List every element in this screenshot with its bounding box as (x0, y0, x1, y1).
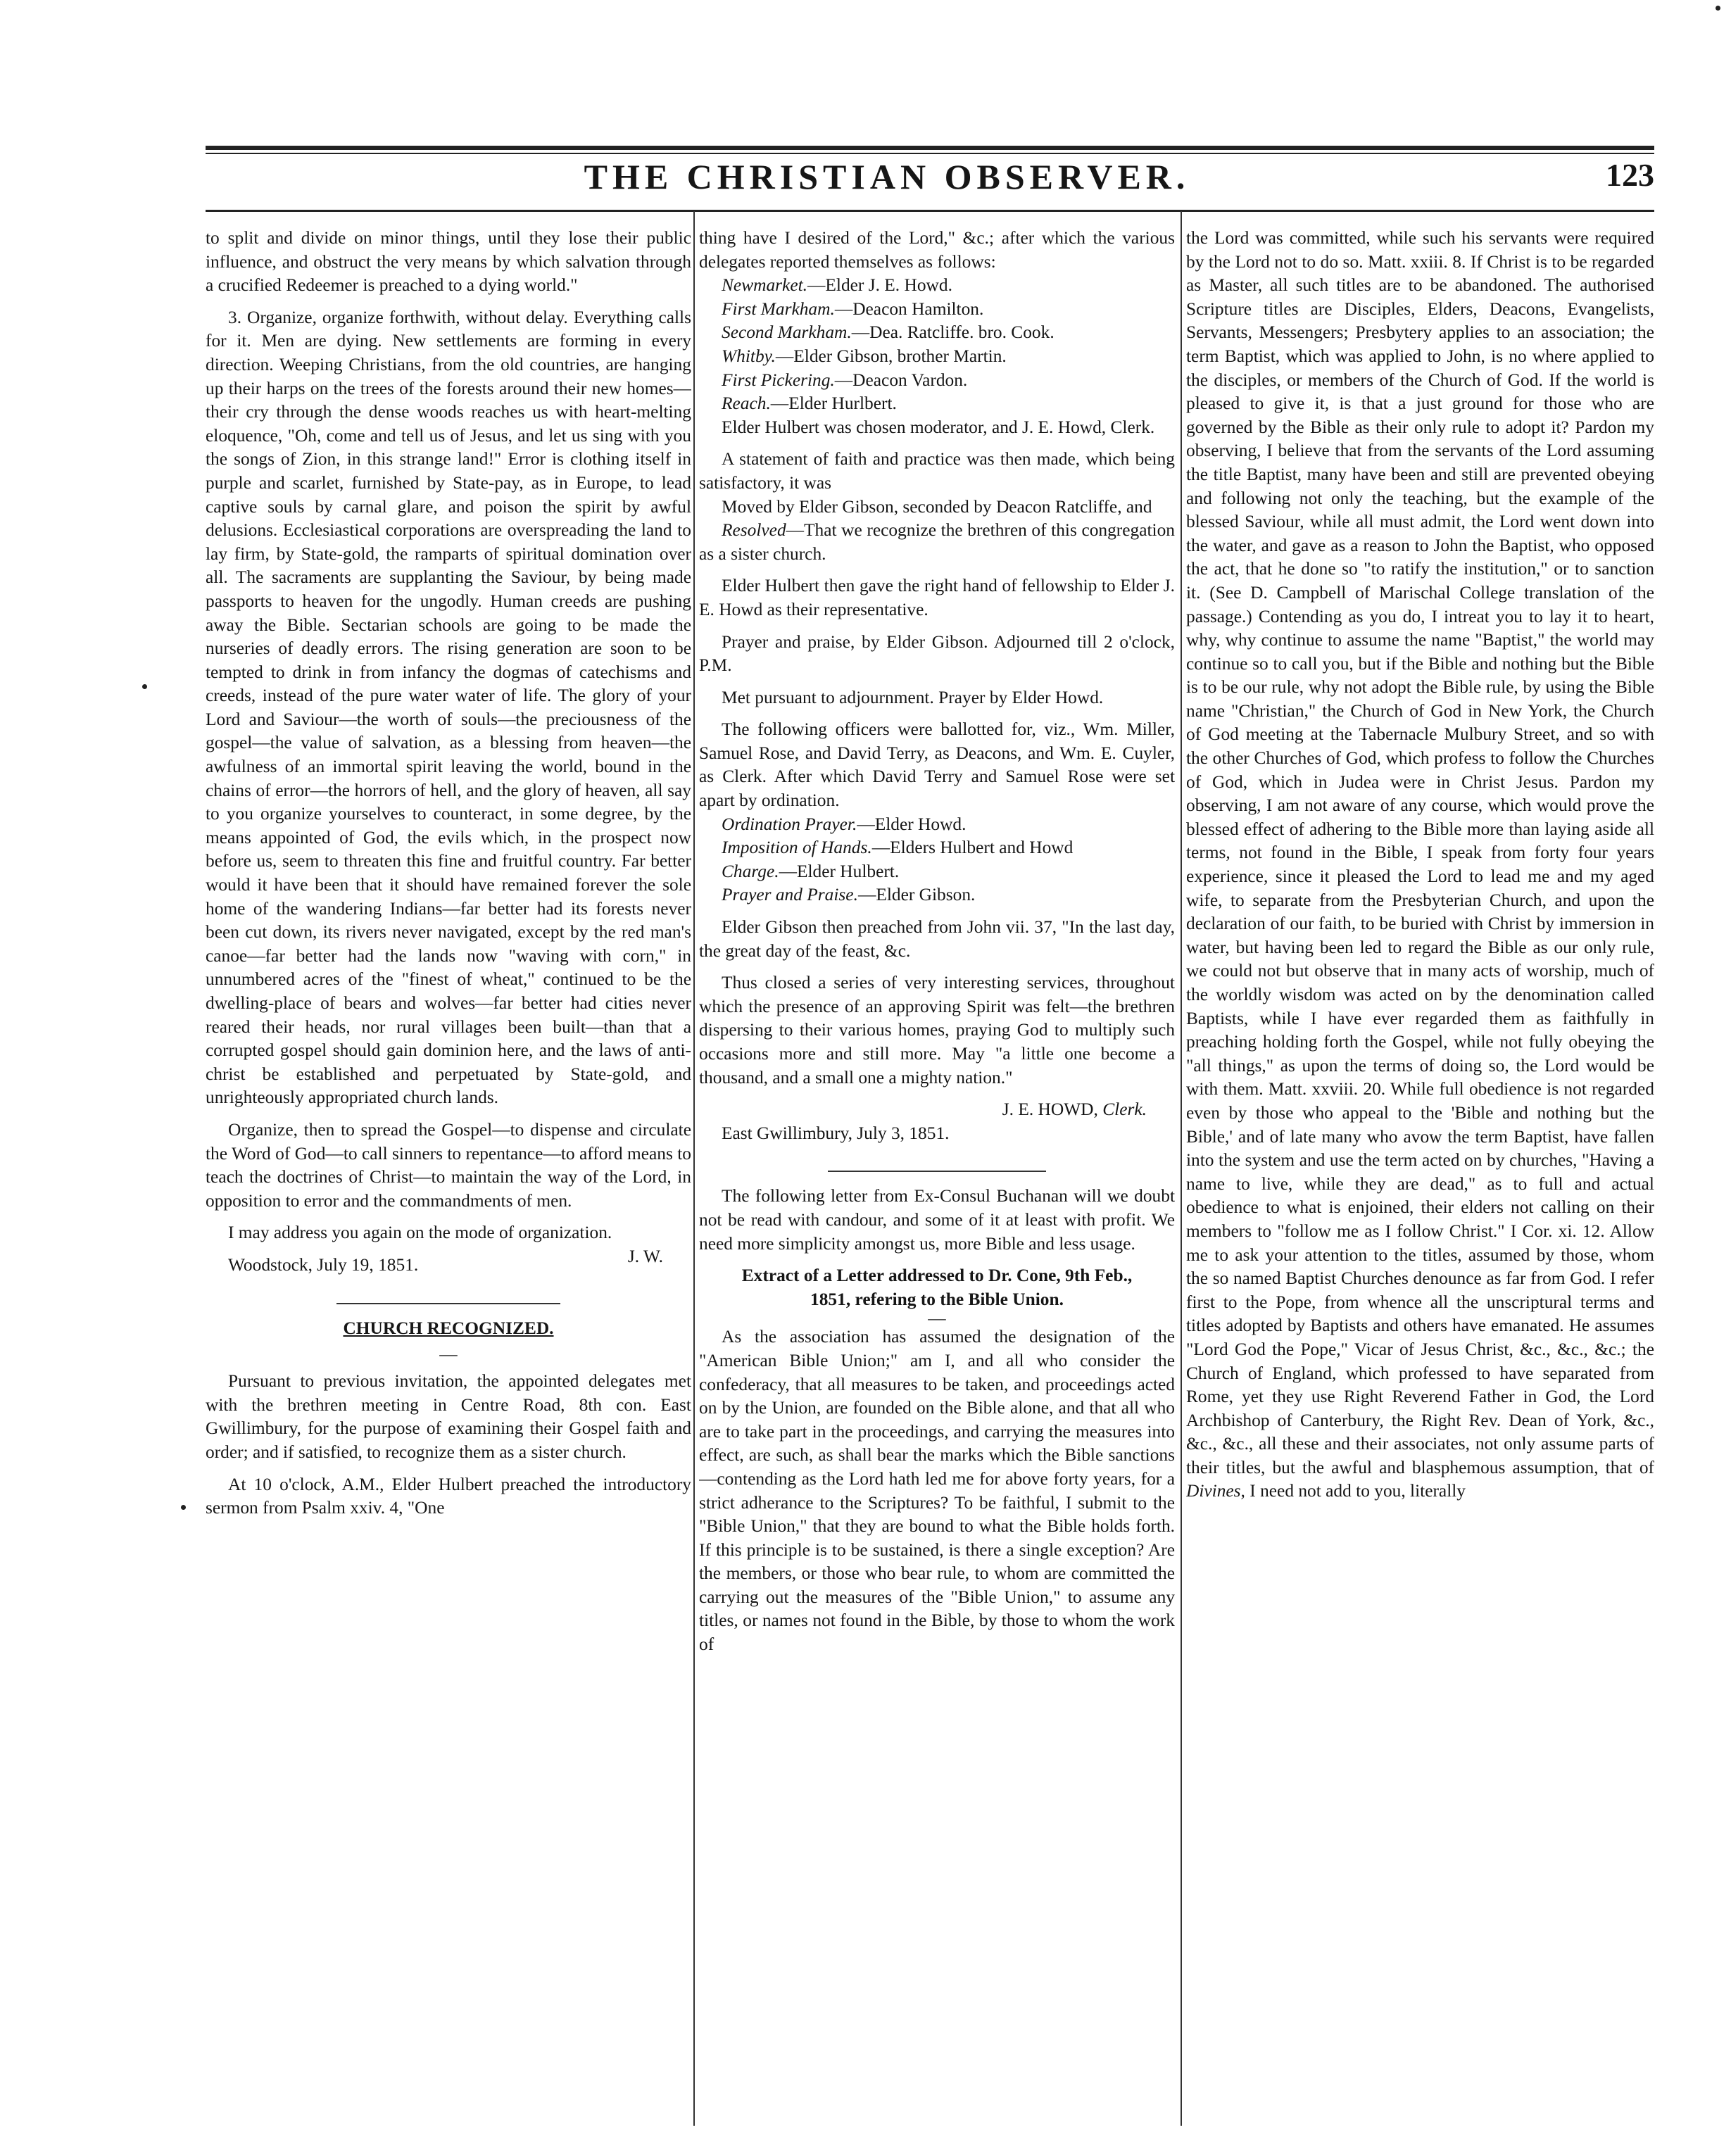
delegate-entry (699, 298, 1175, 322)
delegate-name: —Deacon Hamilton. (834, 298, 984, 319)
print-speck (142, 684, 147, 689)
delegate-name: —Elder Gibson, brother Martin. (775, 346, 1007, 366)
paragraph (699, 519, 1175, 566)
delegate-entry (699, 345, 1175, 369)
delegate-entry (699, 321, 1175, 345)
section-separator (828, 1171, 1047, 1172)
print-speck (181, 1505, 186, 1510)
paragraph: Prayer and praise, by Elder Gibson. Adjourned till 2 o'clock, P.M. (699, 631, 1175, 676)
paragraph (1186, 227, 1654, 1503)
paragraph: As the association has assumed the designation of the "American Bible Union;" am I, and all who consider the confederacy, that all measures to be taken, and proceedings acted on by the Union, are founded on the Bible alone, and that all who are to take part in the proceedings, and carrying the measures into effect, are such, as shall bear the marks which the Bible sanctions—contending as the Lord hath led me for above forty years, for a strict adherance to the Scriptures? To be faithful, I submit to the "Bible Union," that they are bound to what the Bible holds forth. If this principle is to be sustained, is there a single exception? Are the members, or those who bear rule, to whom are committed the carrying out the measures of the "Bible Union," to assume any titles, or names not found in the Bible, by those to whom the work of (699, 1327, 1175, 1655)
dash-ornament: — (439, 1344, 458, 1365)
paragraph: Organize, then to spread the Gospel—to dispense and circulate the Word of God—to call sinners to repentance—to afford means to teach the doctrines of Christ—to maintain the way of the Lord, in opposition to error and the commandments of men. (206, 1119, 691, 1211)
column-right (1186, 227, 1654, 2127)
paragraph: Moved by Elder Gibson, seconded by Deacon Ratcliffe, and (722, 496, 1152, 517)
paragraph-text: the Lord was committed, while such his servants were required by the Lord not to do so. Matt. xxiii. 8. If Christ is to be regarded as Master, all such titles are to be abandoned. The authorised Scripture titles are Disciples, Elders, Deacons, Evangelists, Servants, Messengers; Presbytery applies to an association; the term Baptist, which was applied to John, is no where applied to the disciples, or members of the Church of God. If the world is pleased to give it, is that a just ground for those who are governed by the Bible as their only rule to adopt it? Pardon my observing, I believe that from the servants of the Lord assuming the title Baptist, many have been and still are prevented obeying and following not only the teaching, but the example of the blessed Saviour, while all must admit, the Lord went down into the water, and gave as a reason to John the Baptist, who opposed the act, that he done so "to ratify the institution," or to sanction it. (See D. Campbell of Marischal College translation of the passage.) Contending as you do, I intreat you to lay it to heart, why, why continue to assume the name "Baptist," the world may continue so to call you, but if the Bible and nothing but the Bible is to be our rule, why not adopt the Bible rule, by using the Bible name "Christian," the Church of God in New York, the Church of God meeting at the Tabernacle Mulbury Street, and so with the other Churches of God, which profess to follow the Churches of God, which in Judea were in Christ Jesus. Pardon my observing, I am not aware of any course, which would prove the blessed effect of adhering to the Bible more than laying aside all terms, not found in the Bible, I speak from forty four years experience, since it pleased the Lord to lead me and my aged wife, to separate from the Presbyterian Church, and upon the declaration of our faith, to be buried with Christ by immersion in water, but having been led to regard the Bible as our only rule, we could not but observe that in many acts of worship, much of the worldly wisdom was acted on by the denomination called Baptists, while I have ever regarded them as faithfully in preaching holding forth the Gospel, while not fully obeying the "all things," as upon the terms of doing so, the Lord would be with them. Matt. xxviii. 20. While full obedience is not regarded even by those who appeal to the 'Bible and nothing but the Bible,' and of late many who avow the term Baptist, have fallen into the system and use the term acted on by churches, "Having a name to live, while they are dead," as to full and actual obedience to what is enjoined, their elders not calling on their members to "follow me as I follow Christ." I Cor. xi. 12. Allow me to ask your attention to the titles, assumed by those, whom the so named Baptist Churches denounce as far from God. I refer first to the Pope, from whence all the unscriptural terms and titles adopted by Baptists and others have emanated. He assumes "Lord God the Pope," Vicar of Jesus Christ, &c., &c., &c.; the Church of England, which professed to have separated from Rome, yet they use Right Reverend Father in God, the Lord Archbishop of Canterbury, the Right Rev. Dean of York, &c., &c., &c., all these and their associates, not only assume parts of their titles, but the awful and blasphemous assumption, that of (1186, 228, 1654, 1477)
paragraph: 3. Organize, organize forthwith, without delay. Everything calls for it. Men are dying. New settlements are forming in every direction. Weeping Christians, from the old countries, are hanging up their harps on the trees of the forests around their new homes—their cry through the dense woods reaches us with heart-melting eloquence, "Oh, come and tell us of Jesus, and let us sing with you the songs of Zion, in this strange land!" Error is clothing itself in purple and scarlet, furnished by State-pay, as in Europe, to lead captive souls by carnal glare, and poison the spirit by awful delusions. Ecclesiastical corporations are overspreading the land to lay firm, by State-gold, the ramparts of spiritual domination over all. The sacraments are supplanting the Saviour, by being made passports to heaven for the ungodly. Human creeds are pushing away the Bible. Sectarian schools are going to be made the nurseries of deadly errors. The rising generation are soon to be tempted to drink in from infancy the dogmas of catechisms and creeds, instead of the pure water water of life. The glory of your Lord and Saviour—the worth of souls—the preciousness of the gospel—the value of salvation, as a blessing from heaven—the awfulness of an immortal spirit leaving the world, bound in the chains of error—the horrors of hell, and the glory of heaven, all say to you organize yourselves to counteract, in some degree, by the means appointed of God, the evils which, in the prospect now before us, seem to threaten this fine and fruitful country. Far better would it have been that it should have remained forever the sole home of the wandering Indians—far better had its forests never been cut down, its rivers never navigated, except by the red man's canoe—far better had the lands now "waving with corn," in unnumbered acres of the "finest of wheat," continued to be the dwelling-place of bears and wolves—far better had cities never reared their heads, nor rural villages been built—than that a corrupted gospel should gain dominion here, and the laws of anti-christ be established and perpetuated by State-gold, and unrighteously appropriated church lands. (206, 307, 691, 1108)
clerk-title: Clerk. (1102, 1099, 1147, 1120)
service-name: —Elder Hulbert. (779, 861, 900, 881)
paragraph: Elder Hulbert then gave the right hand of fellowship to Elder J. E. Howd as their representative. (699, 576, 1175, 619)
paragraph: Elder Hulbert was chosen moderator, and J. E. Howd, Clerk. (722, 417, 1155, 437)
service-label: Charge. (722, 861, 779, 881)
dateline: Woodstock, July 19, 1851. (228, 1254, 419, 1275)
paragraph-end: I need not add to you, literally (1250, 1481, 1466, 1501)
paragraph: Elder Gibson then preached from John vii. 37, "In the last day, the great day of the feast, &c. (699, 917, 1175, 961)
paragraph: Thus closed a series of very interesting services, throughout which the presence of an approving Spirit was felt—the brethren dispersing to their various homes, praying God to multiply such occasions more and still more. May "a little one become a thousand, and a small one a mighty nation." (699, 973, 1175, 1088)
paragraph: At 10 o'clock, A.M., Elder Hulbert preached the introductory sermon from Psalm xxiv. 4, "One (206, 1474, 691, 1518)
column-middle (699, 227, 1175, 2127)
service-name: —Elder Howd. (857, 814, 967, 834)
paragraph: to split and divide on minor things, until they lose their public influence, and obstruct the very means by which salvation through a crucified Redeemer is preached to a dying world." (206, 228, 691, 296)
delegate-place: Reach. (722, 393, 771, 414)
column-divider-1 (693, 211, 695, 2126)
publication-title: THE CHRISTIAN OBSERVER. (584, 157, 1190, 196)
top-rule-thick (206, 146, 1654, 150)
clerk-signature (699, 1098, 1175, 1122)
closing-text: I may address you again on the mode of organization. (228, 1223, 612, 1243)
service-entry (699, 860, 1175, 884)
delegate-place: Whitby. (722, 346, 776, 366)
service-entry (699, 813, 1175, 837)
delegate-name: —Dea. Ratcliffe. bro. Cook. (851, 322, 1055, 343)
delegate-place: First Markham. (722, 298, 835, 319)
section-separator (336, 1303, 560, 1304)
paragraph: A statement of faith and practice was then made, which being satisfactory, it was (699, 449, 1175, 493)
delegate-place: First Pickering. (722, 370, 835, 390)
clerk-name: J. E. HOWD, (1002, 1099, 1098, 1120)
service-entry (699, 883, 1175, 907)
paragraph: The following letter from Ex-Consul Buchanan will we doubt not be read with candour, and some of it at least with profit. We need more simplicity amongst us, more Bible and less usage. (699, 1186, 1175, 1254)
delegate-place: Newmarket. (722, 275, 807, 296)
column-divider-2 (1181, 211, 1182, 2126)
signature-date: East Gwillimbury, July 3, 1851. (722, 1123, 950, 1143)
delegate-place: Second Markham. (722, 322, 852, 343)
page-number: 123 (1606, 157, 1654, 193)
column-left (206, 227, 691, 2127)
delegate-name: —Deacon Vardon. (834, 370, 968, 390)
delegate-entry (699, 392, 1175, 416)
paragraph: thing have I desired of the Lord," &c.; after which the various delegates reported themselves as follows: (699, 228, 1175, 272)
header-rule (206, 210, 1654, 212)
top-rule-thin (206, 153, 1654, 154)
service-label: Prayer and Praise. (722, 885, 858, 905)
service-name: —Elder Gibson. (857, 885, 976, 905)
paragraph: Met pursuant to adjournment. Prayer by Elder Howd. (722, 687, 1104, 707)
delegate-entry (699, 369, 1175, 393)
service-label: Imposition of Hands. (722, 838, 872, 858)
delegate-name: —Elder Hurlbert. (770, 393, 897, 414)
print-speck (1716, 6, 1720, 11)
section-heading: CHURCH RECOGNIZED. (343, 1318, 554, 1338)
service-label: Ordination Prayer. (722, 814, 857, 834)
italic-word: Divines, (1186, 1481, 1245, 1501)
letter-heading-line2: 1851, refering to the Bible Union. (810, 1289, 1064, 1309)
resolved-text: —That we recognize the brethren of this congregation as a sister church. (699, 520, 1175, 564)
dash-ornament: — (928, 1309, 946, 1329)
masthead (204, 156, 1654, 206)
paragraph: The following officers were ballotted for, viz., Wm. Miller, Samuel Rose, and David Terry, as Deacons, and Wm. E. Cuyler, as Clerk. After which David Terry and Samuel Rose were set apart by ordination. (699, 719, 1175, 811)
paragraph: Pursuant to previous invitation, the appointed delegates met with the brethren meeting in Centre Road, 8th con. East Gwillimbury, for the purpose of examining their Gospel faith and order; and if satisfied, to recognize them as a sister church. (206, 1371, 691, 1462)
delegate-name: —Elder J. E. Howd. (807, 275, 952, 296)
delegate-entry (699, 274, 1175, 298)
resolved-label: Resolved (722, 520, 786, 541)
service-entry (699, 836, 1175, 860)
letter-heading-line1: Extract of a Letter addressed to Dr. Cone, 9th Feb., (741, 1266, 1133, 1286)
service-name: —Elders Hulbert and Howd (871, 838, 1074, 858)
author-signature: J. W. (627, 1246, 663, 1266)
